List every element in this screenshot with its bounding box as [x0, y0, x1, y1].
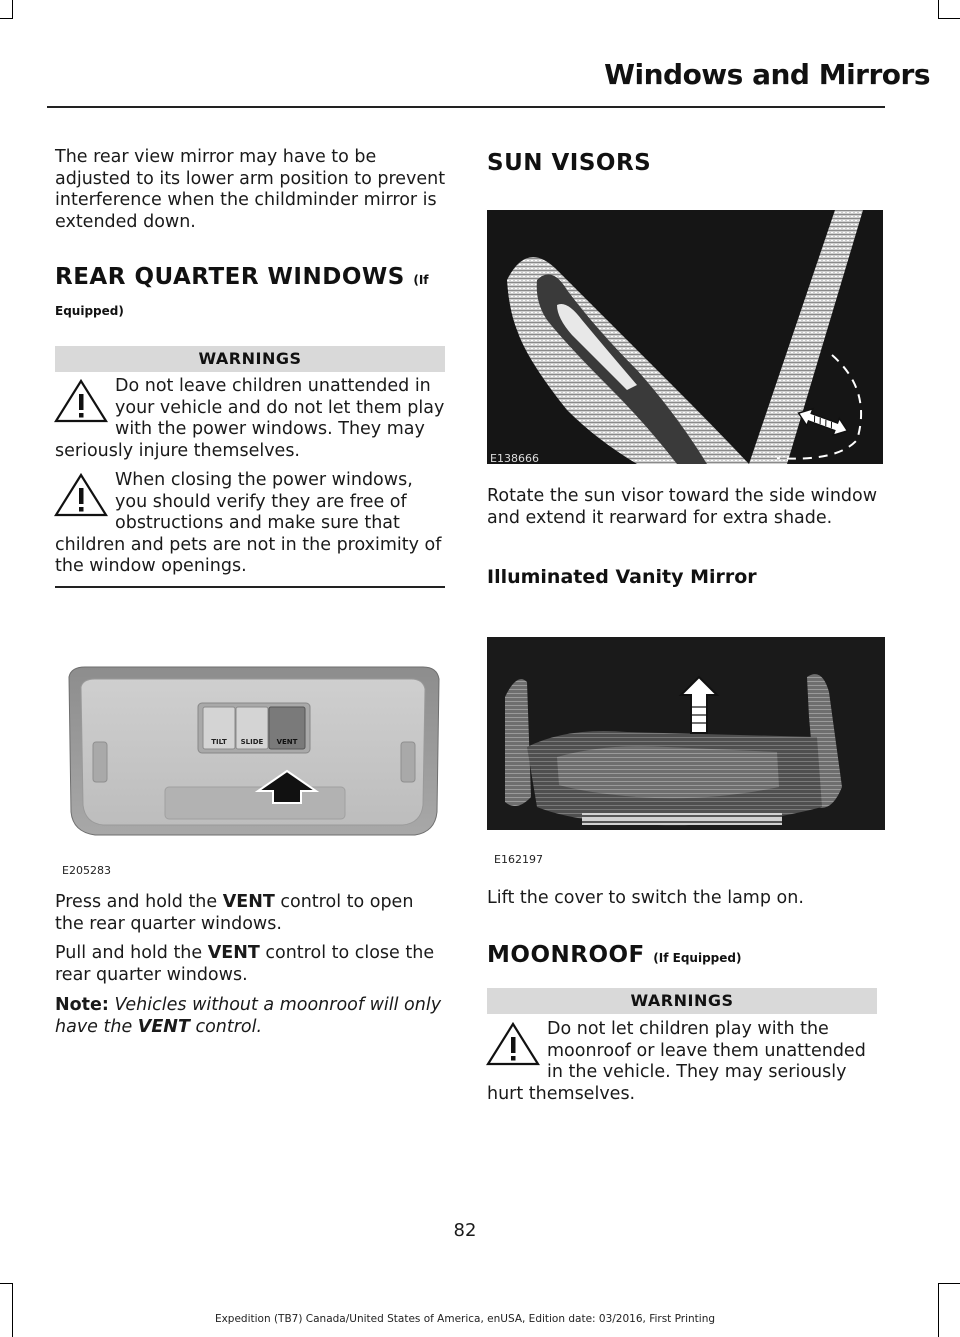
crop-mark: [12, 0, 13, 18]
pull-vent-paragraph: Pull and hold the VENT control to close the rear quarter windows.: [55, 943, 435, 985]
heading-text: MOONROOF: [487, 942, 645, 968]
crop-mark: [938, 1283, 939, 1337]
sun-visors-heading: SUN VISORS: [487, 150, 652, 176]
figure-code: E138666: [490, 452, 539, 465]
warning-item-moonroof: Do not let children play with the moonroof or leave them unattended in the vehicle. They may seriously hurt themselves.: [487, 1019, 866, 1104]
vanity-mirror-drawing: [487, 637, 885, 830]
sun-visor-illustration: [487, 210, 883, 464]
warning-item-1: Do not leave children unattended in your vehicle and do not let them play with the power windows. They may seriously injure themselves.: [55, 376, 445, 461]
warning-item-2: When closing the power windows, you should verify they are free of obstructions and make sure that children and pets are not in the proximity of the window openings.: [55, 470, 442, 576]
vanity-mirror-illustration: [487, 637, 885, 830]
crop-mark: [938, 0, 939, 18]
crop-mark: [938, 1283, 960, 1284]
heading-qualifier-continued: Equipped): [55, 304, 124, 318]
figure-code: E162197: [494, 853, 543, 866]
note-paragraph: Note: Vehicles without a moonroof will only have the VENT control.: [55, 995, 442, 1037]
heading-qualifier: (If: [413, 273, 429, 287]
warning-triangle-icon: [53, 472, 109, 518]
crop-mark: [0, 18, 13, 19]
illuminated-vanity-mirror-heading: Illuminated Vanity Mirror: [487, 566, 757, 588]
moonroof-heading: [487, 942, 741, 968]
warnings-label-bar: WARNINGS: [487, 988, 877, 1014]
intro-paragraph: The rear view mirror may have to be adjusted to its lower arm position to prevent interference when the childminder mirror is extended down.: [55, 147, 446, 232]
press-vent-paragraph: Press and hold the VENT control to open the rear quarter windows.: [55, 892, 414, 934]
crop-mark: [938, 18, 960, 19]
page-number: 82: [453, 1220, 477, 1241]
crop-mark: [12, 1283, 13, 1337]
figure-code: E205283: [62, 864, 111, 877]
edition-footer: Expedition (TB7) Canada/United States of America, enUSA, Edition date: 03/2016, First Printing: [214, 1313, 716, 1325]
warnings-end-divider: [55, 586, 445, 588]
header-divider: [47, 106, 885, 108]
heading-text: REAR QUARTER WINDOWS: [55, 264, 405, 290]
overhead-console-illustration: [55, 627, 447, 880]
slide-button-label: SLIDE: [240, 738, 264, 746]
warning-triangle-icon: [485, 1021, 541, 1067]
page-header-title: Windows and Mirrors: [604, 58, 930, 91]
heading-qualifier: (If Equipped): [653, 951, 742, 965]
sun-visor-paragraph: Rotate the sun visor toward the side window and extend it rearward for extra shade.: [487, 486, 878, 528]
vanity-lamp-paragraph: Lift the cover to switch the lamp on.: [487, 888, 804, 908]
warnings-label-bar: WARNINGS: [55, 346, 445, 372]
rear-quarter-windows-heading: [55, 264, 429, 290]
tilt-button-label: TILT: [211, 738, 227, 746]
vent-button-label: VENT: [276, 738, 298, 746]
sun-visor-drawing: [487, 210, 883, 464]
crop-mark: [0, 1283, 13, 1284]
console-drawing: [55, 627, 447, 880]
warning-triangle-icon: [53, 378, 109, 424]
